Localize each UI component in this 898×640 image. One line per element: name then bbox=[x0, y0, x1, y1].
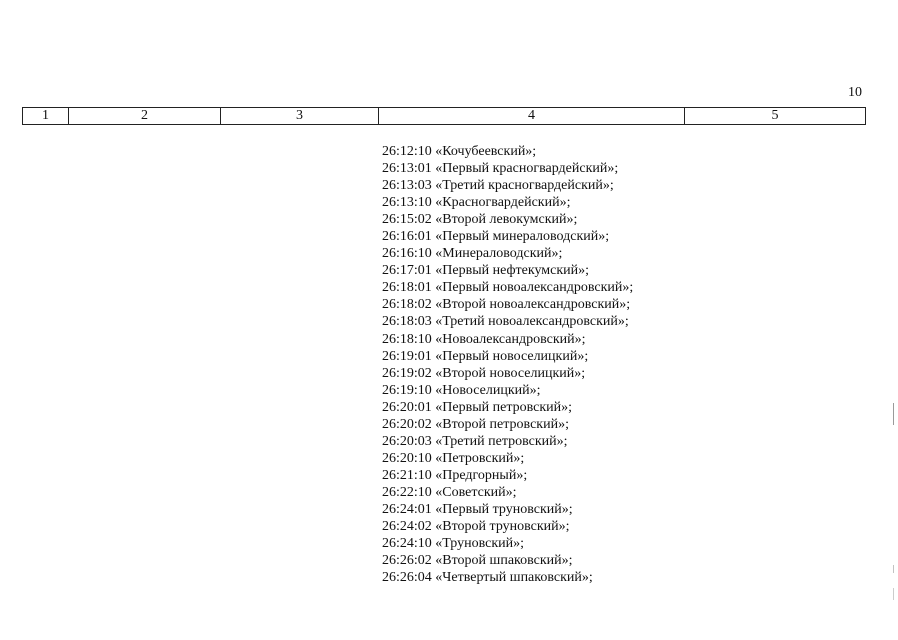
list-item: 26:20:01 «Первый петровский»; bbox=[382, 399, 573, 415]
list-item: 26:18:03 «Третий новоалександровский»; bbox=[382, 314, 629, 330]
column-header-1: 1 bbox=[23, 108, 69, 125]
page-number: 10 bbox=[848, 85, 862, 100]
list-item: 26:19:02 «Второй новоселицкий»; bbox=[382, 365, 586, 381]
list-item: 26:12:10 «Кочубеевский»; bbox=[382, 144, 537, 159]
list-item: 26:18:10 «Новоалександровский»; bbox=[382, 331, 586, 347]
list-item: 26:16:10 «Минераловодский»; bbox=[382, 246, 563, 262]
list-item: 26:26:04 «Четвертый шпаковский»; bbox=[382, 570, 593, 586]
list-item: 26:24:02 «Второй труновский»; bbox=[382, 519, 570, 535]
list-item: 26:13:01 «Первый красногвардейский»; bbox=[382, 161, 619, 177]
list-item: 26:13:03 «Третий красногвардейский»; bbox=[382, 178, 614, 194]
list-item: 26:20:03 «Третий петровский»; bbox=[382, 433, 568, 449]
list-item: 26:19:10 «Новоселицкий»; bbox=[382, 382, 541, 398]
column-header-5: 5 bbox=[685, 108, 866, 125]
list-item: 26:21:10 «Предгорный»; bbox=[382, 467, 528, 483]
list-item: 26:19:01 «Первый новоселицкий»; bbox=[382, 348, 589, 364]
list-item: 26:24:10 «Труновский»; bbox=[382, 536, 525, 552]
column-header-2: 2 bbox=[69, 108, 221, 125]
list-item: 26:18:01 «Первый новоалександровский»; bbox=[382, 280, 634, 296]
list-item: 26:15:02 «Второй левокумский»; bbox=[382, 212, 578, 228]
list-item: 26:20:02 «Второй петровский»; bbox=[382, 416, 569, 432]
list-item: 26:13:10 «Красногвардейский»; bbox=[382, 195, 571, 211]
list-item: 26:17:01 «Первый нефтекумский»; bbox=[382, 263, 590, 279]
column-header-table bbox=[22, 107, 866, 125]
scan-artifact bbox=[893, 565, 894, 573]
list-item: 26:18:02 «Второй новоалександровский»; bbox=[382, 297, 631, 313]
list-item: 26:24:01 «Первый труновский»; bbox=[382, 501, 573, 517]
column-header-row bbox=[23, 108, 866, 125]
list-item: 26:20:10 «Петровский»; bbox=[382, 450, 525, 466]
column-header-4: 4 bbox=[379, 108, 685, 125]
cadastral-district-list bbox=[382, 143, 633, 586]
scan-artifact bbox=[893, 588, 894, 600]
list-item: 26:26:02 «Второй шпаковский»; bbox=[382, 553, 573, 569]
column-header-3: 3 bbox=[221, 108, 379, 125]
scan-artifact bbox=[893, 403, 894, 425]
list-item: 26:22:10 «Советский»; bbox=[382, 484, 517, 500]
list-item: 26:16:01 «Первый минераловодский»; bbox=[382, 229, 610, 245]
